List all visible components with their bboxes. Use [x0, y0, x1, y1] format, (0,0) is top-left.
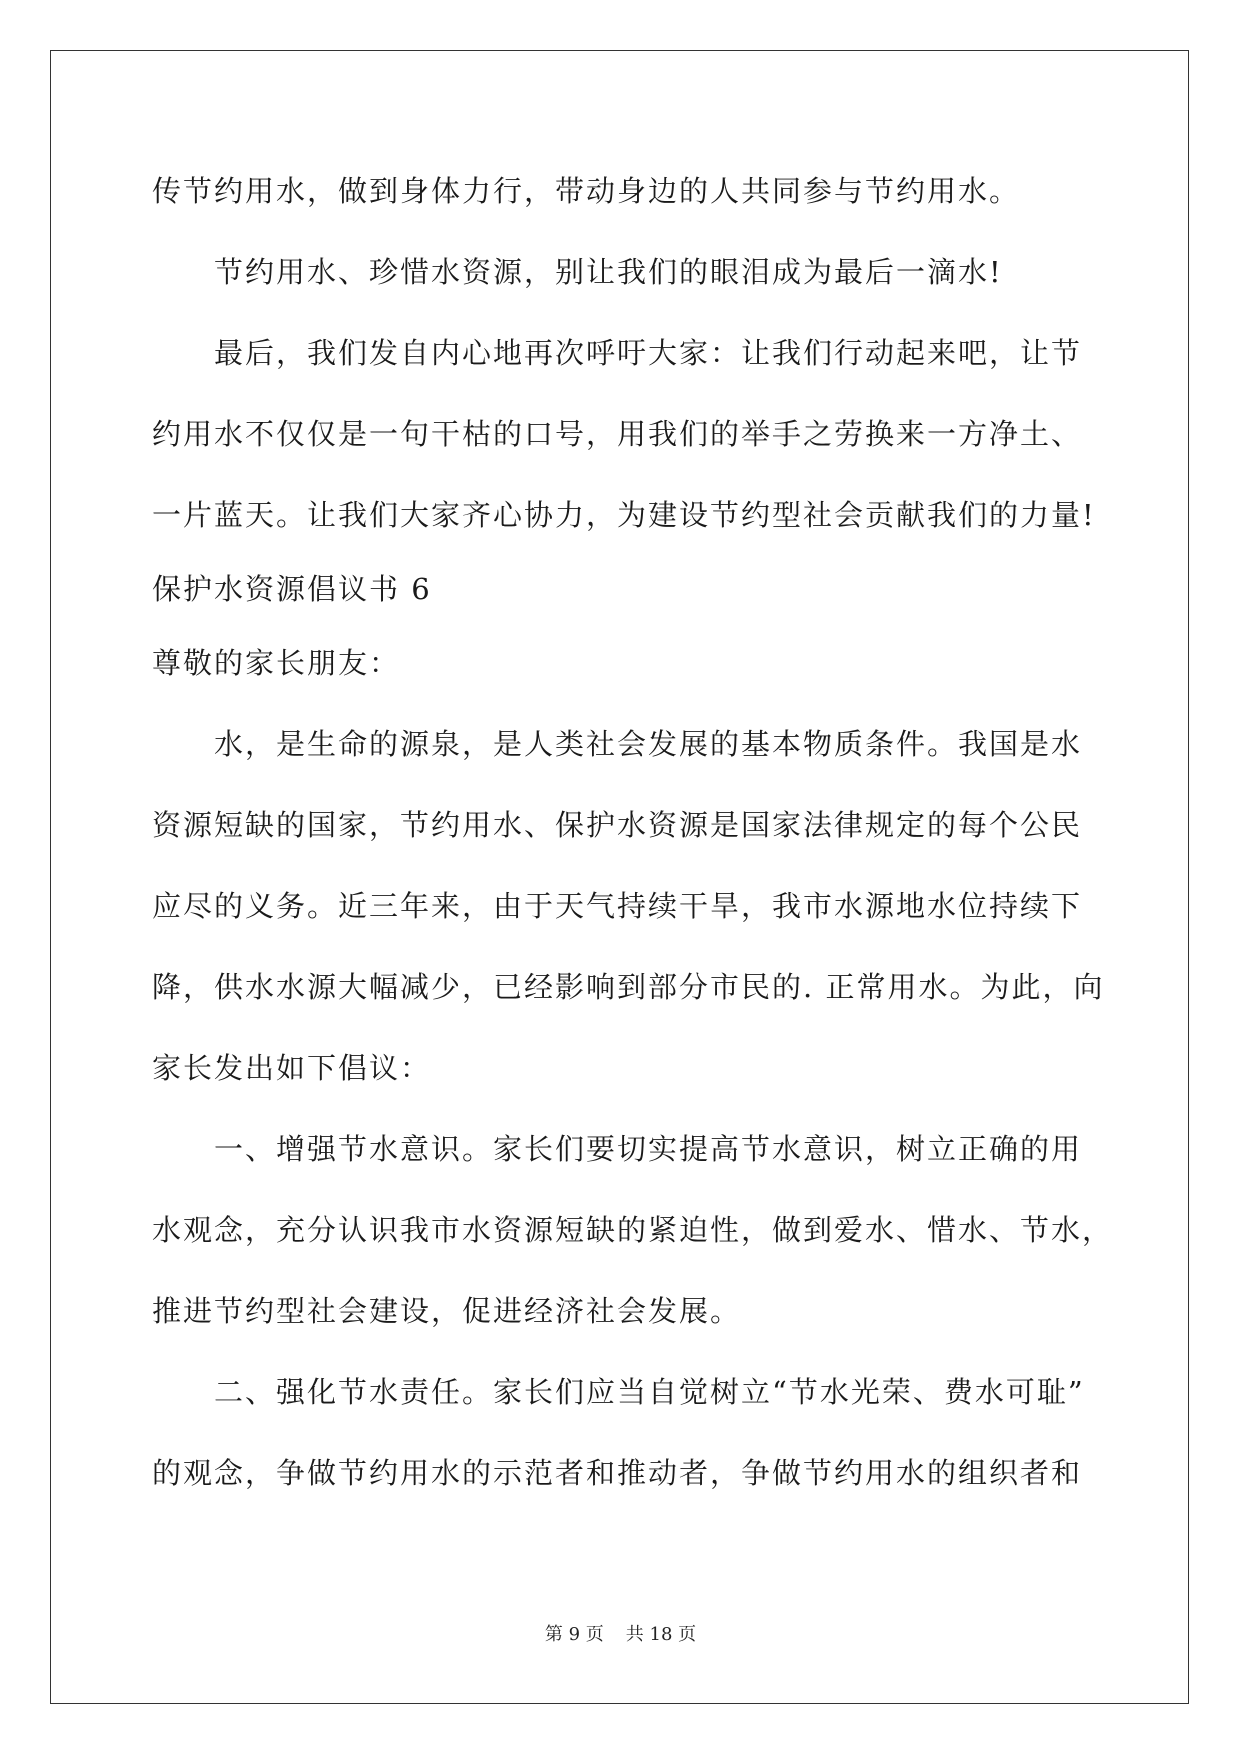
paragraph-line: 节约用水、珍惜水资源，别让我们的眼泪成为最后一滴水! [214, 255, 1003, 289]
paragraph-line: 水观念，充分认识我市水资源短缺的紧迫性，做到爱水、惜水、节水， [152, 1213, 1114, 1247]
paragraph-line: 传节约用水，做到身体力行，带动身边的人共同参与节约用水。 [152, 174, 1021, 208]
paragraph-line: 一片蓝天。让我们大家齐心协力，为建设节约型社会贡献我们的力量! [152, 498, 1096, 532]
paragraph-line: 资源短缺的国家，节约用水、保护水资源是国家法律规定的每个公民 [152, 808, 1083, 842]
paragraph-line: 的观念，争做节约用水的示范者和推动者，争做节约用水的组织者和 [152, 1456, 1083, 1490]
section-heading: 保护水资源倡议书 6 [152, 572, 432, 606]
paragraph-line: 家长发出如下倡议： [152, 1051, 432, 1085]
salutation: 尊敬的家长朋友： [152, 646, 401, 680]
paragraph-line: 降，供水水源大幅减少，已经影响到部分市民的. 正常用水。为此，向 [152, 970, 1105, 1004]
page-number: 第 9 页 [544, 1624, 604, 1645]
paragraph-line: 最后，我们发自内心地再次呼吁大家：让我们行动起来吧，让节 [214, 336, 1083, 370]
paragraph-line: 一、增强节水意识。家长们要切实提高节水意识，树立正确的用 [214, 1132, 1083, 1166]
paragraph-line: 约用水不仅仅是一句干枯的口号，用我们的举手之劳换来一方净土、 [152, 417, 1083, 451]
paragraph-line: 推进节约型社会建设，促进经济社会发展。 [152, 1294, 742, 1328]
paragraph-line: 水，是生命的源泉，是人类社会发展的基本物质条件。我国是水 [214, 727, 1083, 761]
paragraph-line: 二、强化节水责任。家长们应当自觉树立“节水光荣、费水可耻” [214, 1375, 1085, 1409]
page-footer [0, 1620, 1241, 1646]
document-body [152, 162, 1114, 1525]
paragraph-line: 应尽的义务。近三年来，由于天气持续干旱，我市水源地水位持续下 [152, 889, 1083, 923]
page-total: 共 18 页 [625, 1624, 697, 1645]
